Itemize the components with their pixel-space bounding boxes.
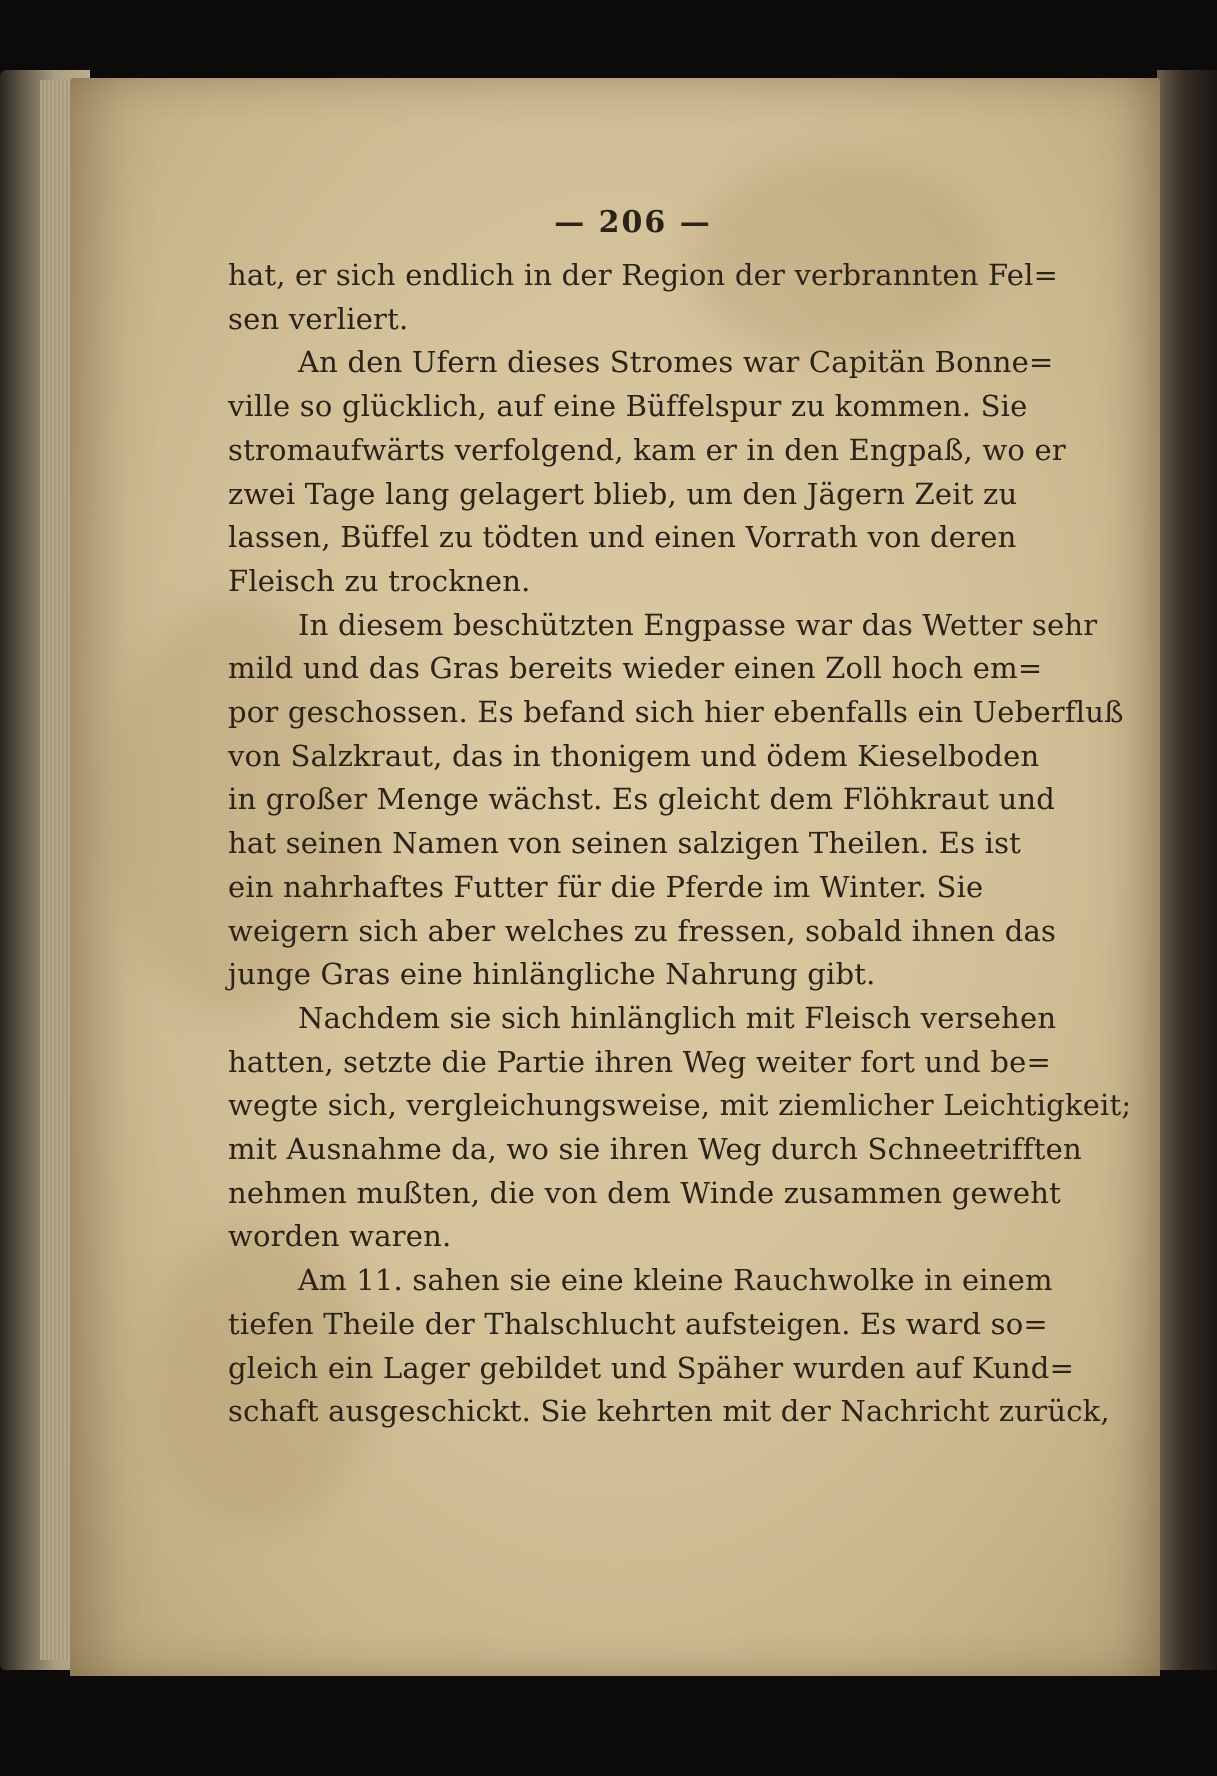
text-line: worden waren. [228, 1219, 452, 1254]
text-line: gleich ein Lager gebildet und Späher wurden auf Kund= [228, 1350, 1075, 1385]
text-line: sen verliert. [228, 301, 409, 336]
text-line: In diesem beschützten Engpasse war das Wetter sehr [298, 607, 1098, 642]
scan-background-bottom [0, 1676, 1217, 1776]
text-line: weigern sich aber welches zu fressen, sobald ihnen das [228, 913, 1057, 948]
text-line: Fleisch zu trocknen. [228, 563, 531, 598]
text-line: hat seinen Namen von seinen salzigen Theilen. Es ist [228, 826, 1022, 861]
text-line: An den Ufern dieses Stromes war Capitän Bonne= [298, 345, 1054, 380]
text-line: Nachdem sie sich hinlänglich mit Fleisch versehen [298, 1000, 1057, 1035]
text-line: von Salzkraut, das in thonigem und ödem Kieselboden [228, 738, 1040, 773]
text-line: hatten, setzte die Partie ihren Weg weiter fort und be= [228, 1044, 1051, 1079]
text-line: ville so glücklich, auf eine Büffelspur zu kommen. Sie [228, 389, 1028, 424]
text-line: in großer Menge wächst. Es gleicht dem Flöhkraut und [228, 782, 1056, 817]
text-line: stromaufwärts verfolgend, kam er in den Engpaß, wo er [228, 432, 1066, 467]
text-line: mild und das Gras bereits wieder einen Zoll hoch em= [228, 651, 1043, 686]
book-cover-right-edge [1157, 70, 1217, 1670]
text-line: tiefen Theile der Thalschlucht aufsteigen. Es ward so= [228, 1306, 1048, 1341]
text-line: mit Ausnahme da, wo sie ihren Weg durch Schneetrifften [228, 1132, 1082, 1167]
page-text [228, 205, 1132, 1434]
page-number: — 206 — [554, 205, 712, 240]
text-line: hat, er sich endlich in der Region der verbrannten Fel= [228, 258, 1059, 292]
text-line: wegte sich, vergleichungsweise, mit ziemlicher Leichtigkeit; [228, 1088, 1132, 1123]
text-line: junge Gras eine hinlängliche Nahrung gibt. [228, 957, 876, 992]
text-line: lassen, Büffel zu tödten und einen Vorrath von deren [228, 520, 1017, 555]
text-line: por geschossen. Es befand sich hier ebenfalls ein Ueberfluß [228, 695, 1124, 730]
text-line: schaft ausgeschickt. Sie kehrten mit der Nachricht zurück, [228, 1394, 1110, 1429]
text-line: nehmen mußten, die von dem Winde zusammen geweht [228, 1175, 1061, 1210]
text-line: ein nahrhaftes Futter für die Pferde im Winter. Sie [228, 869, 984, 904]
text-line: Am 11. sahen sie eine kleine Rauchwolke in einem [298, 1263, 1053, 1298]
text-line: zwei Tage lang gelagert blieb, um den Jägern Zeit zu [228, 476, 1018, 511]
